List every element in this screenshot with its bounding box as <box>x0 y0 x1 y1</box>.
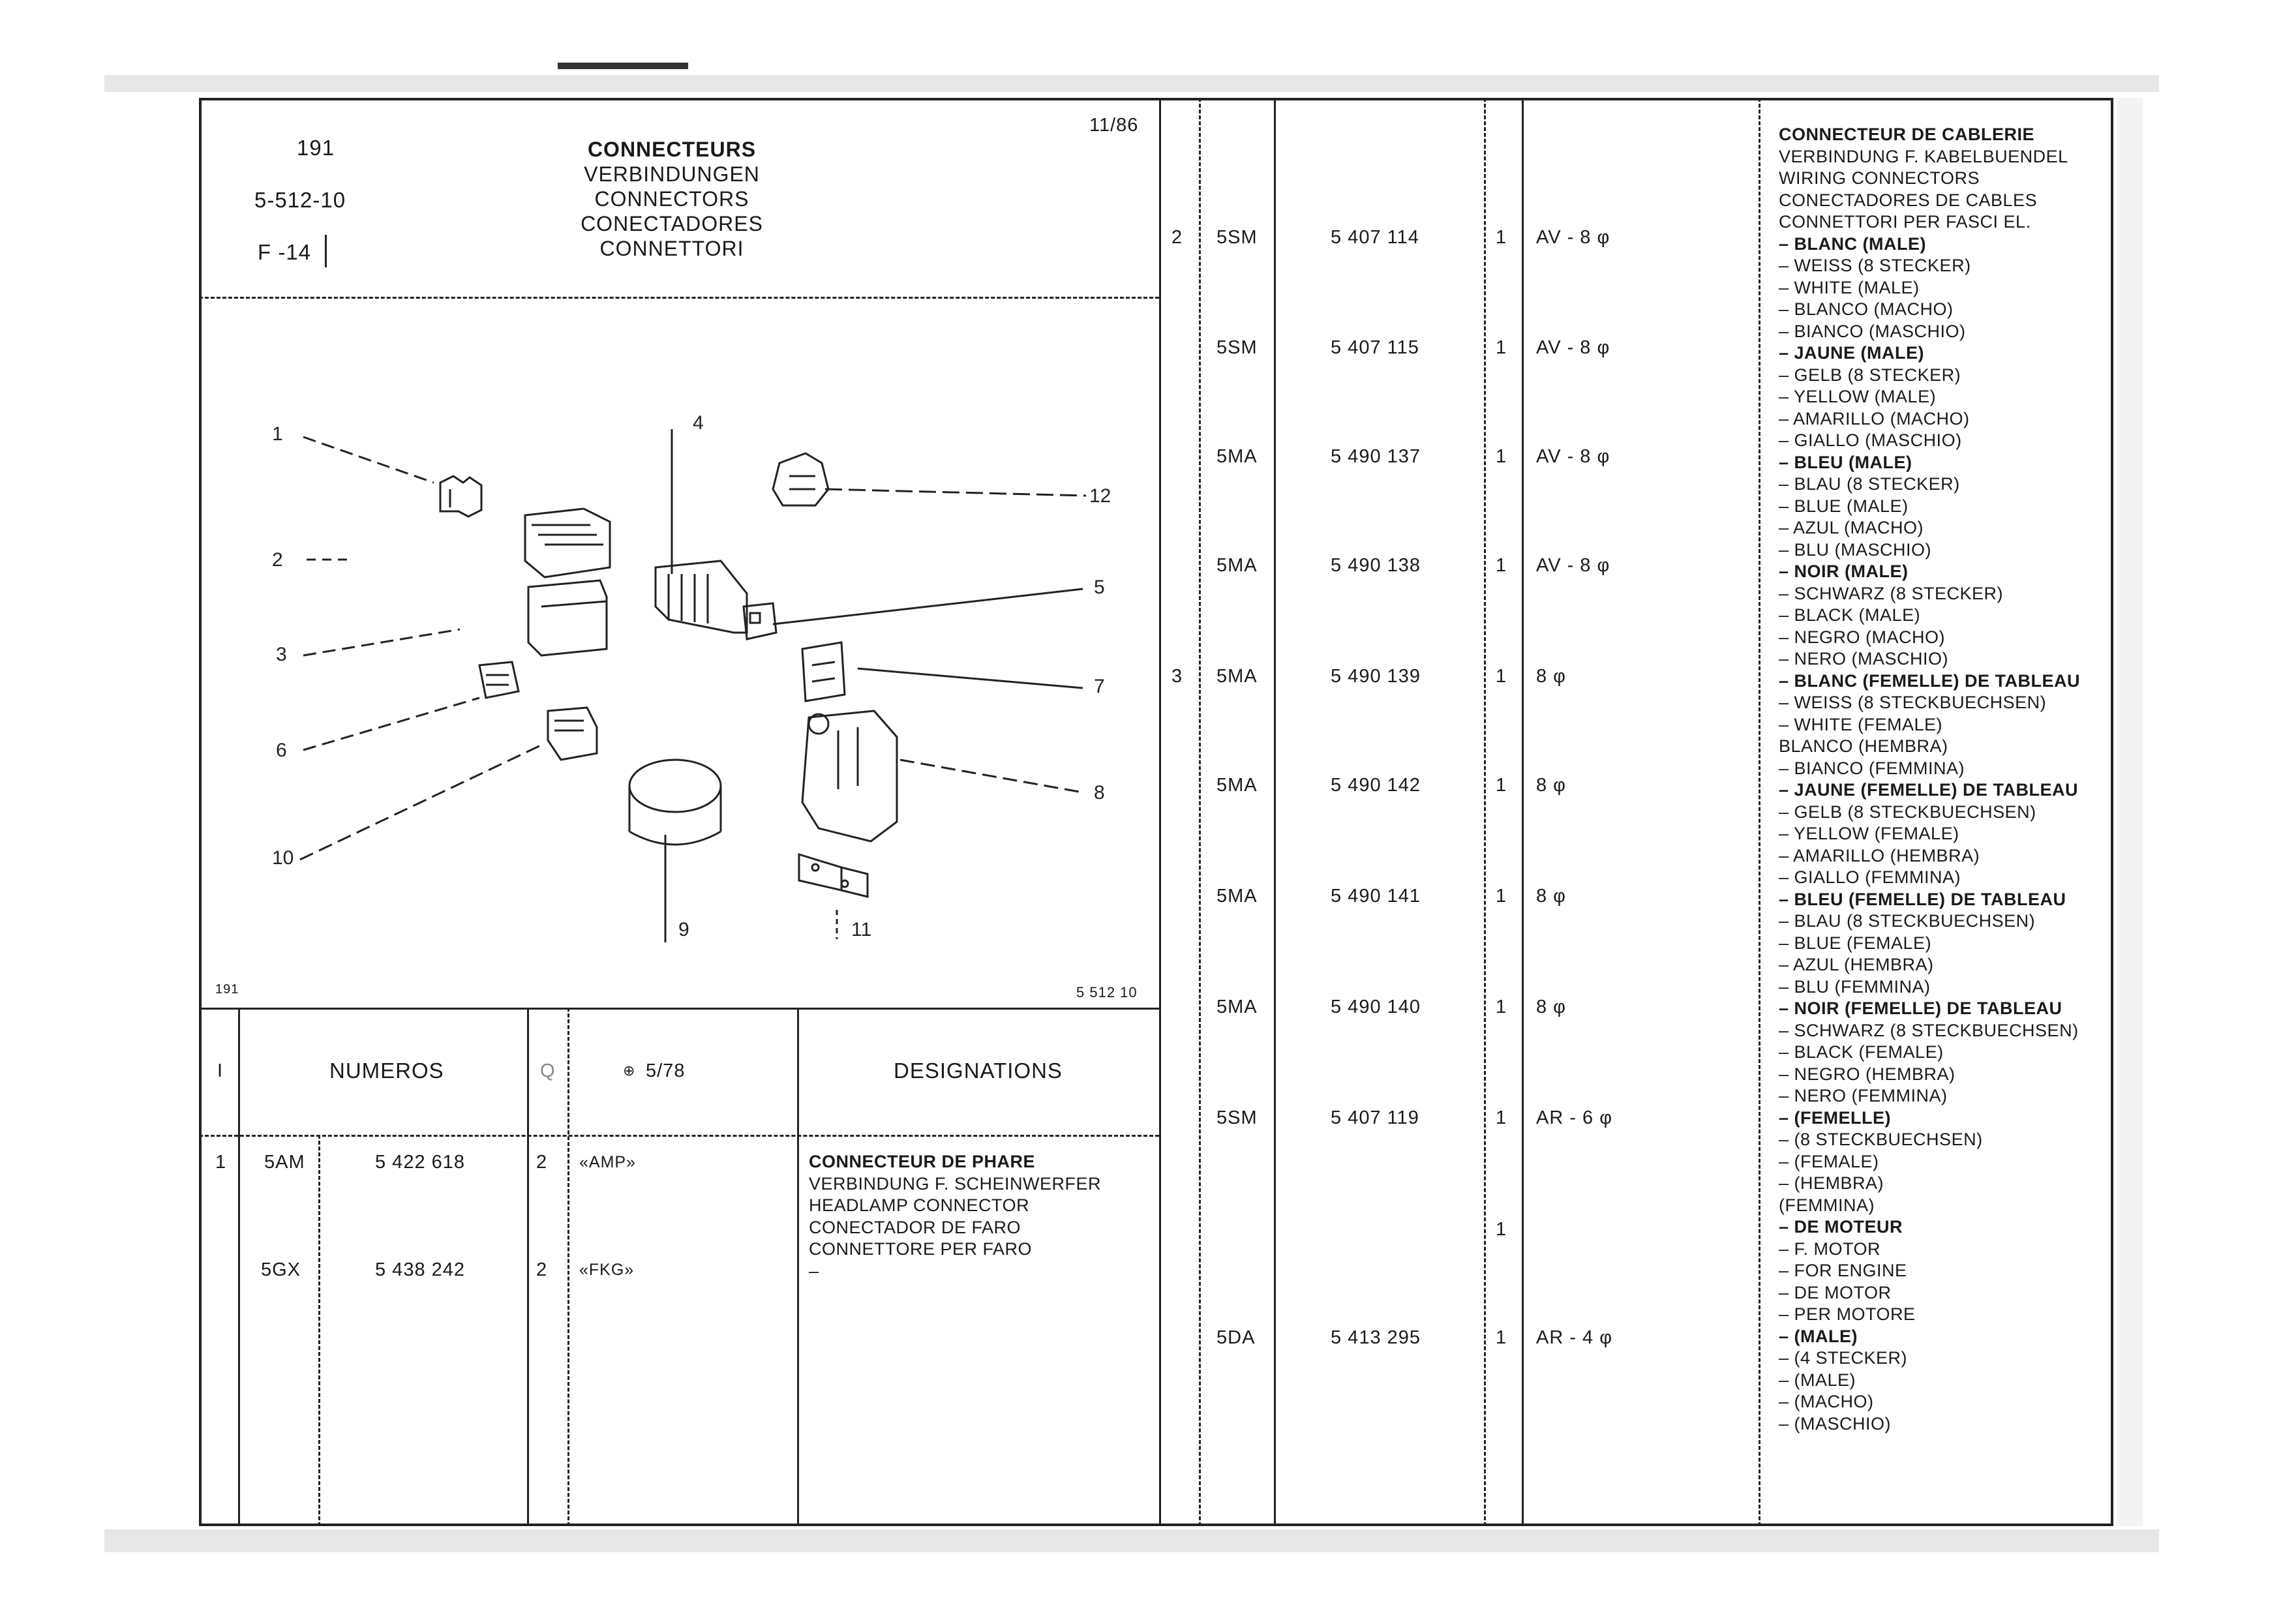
desc-line: – YELLOW (FEMALE) <box>1779 824 1959 843</box>
leader-10 <box>300 743 545 860</box>
row-part-number: 5 490 139 <box>1331 666 1421 687</box>
row-qty: 1 <box>1496 1327 1507 1348</box>
desc-line: – DE MOTOR <box>1779 1282 1892 1302</box>
row-qty: 1 <box>1496 446 1507 467</box>
desc-line: – (MACHO) <box>1779 1392 1874 1411</box>
row-part-number: 5 490 141 <box>1331 886 1421 907</box>
desc-line: – AZUL (HEMBRA) <box>1779 955 1934 974</box>
desc-line: – GIALLO (MASCHIO) <box>1779 430 1962 450</box>
desc-line: – BLACK (MALE) <box>1779 605 1921 625</box>
row-qty: 1 <box>1496 555 1507 576</box>
desc-line: – BLACK (FEMALE) <box>1779 1042 1944 1062</box>
row-spec: AV - 8 φ <box>1536 227 1610 248</box>
title-en: CONNECTORS <box>594 187 749 211</box>
catalog-titles <box>535 137 809 261</box>
leader-1 <box>303 437 434 483</box>
row-code: 5SM <box>1216 337 1258 358</box>
row-spec: 8 φ <box>1536 666 1566 687</box>
scan-mark-top <box>558 63 688 69</box>
desc-line: – GIALLO (FEMMINA) <box>1779 867 1961 887</box>
callout-5: 5 <box>1094 577 1105 598</box>
row-code: 5MA <box>1216 997 1258 1017</box>
row-spec: 8 φ <box>1536 775 1566 796</box>
desc-line: – F. MOTOR <box>1779 1239 1881 1259</box>
row-part-number: 5 407 114 <box>1331 227 1419 248</box>
part-1 <box>440 476 481 517</box>
callout-4: 4 <box>693 412 704 434</box>
row-spec: AV - 8 φ <box>1536 446 1610 467</box>
desc-line: – BLANC (FEMELLE) DE TABLEAU <box>1779 670 2080 691</box>
right-table-rule-5 <box>1522 98 1524 1526</box>
desc-line: – (HEMBRA) <box>1779 1173 1884 1193</box>
title-de: VERBINDUNGEN <box>584 162 760 186</box>
figure-ref: F -14 <box>258 240 312 264</box>
desc-line: – BLUE (FEMALE) <box>1779 933 1932 953</box>
figure-code: 5 512 10 <box>1076 984 1138 1000</box>
desc-line: – DE MOTEUR <box>1779 1217 1903 1237</box>
desc-line: – BIANCO (MASCHIO) <box>1779 321 1966 341</box>
desc-line: – BLANCO (MACHO) <box>1779 299 1954 319</box>
leader-5 <box>773 589 1083 624</box>
scan-noise-top <box>104 75 2159 92</box>
desc-line: VERBINDUNG F. KABELBUENDEL <box>1779 146 2068 166</box>
row-code: 5MA <box>1216 446 1258 467</box>
row-spec: AR - 6 φ <box>1536 1107 1613 1128</box>
row-qty: 1 <box>1496 1107 1507 1128</box>
desc-line: – BLANC (MALE) <box>1779 233 1926 254</box>
desc-line: – PER MOTORE <box>1779 1304 1916 1324</box>
callout-6: 6 <box>276 740 287 761</box>
row-spec: «FKG» <box>579 1261 635 1279</box>
row-code: 5MA <box>1216 775 1258 796</box>
part-2 <box>525 509 610 577</box>
desc-line: – (FEMELLE) <box>1779 1107 1891 1128</box>
parts-diagram <box>199 300 1159 982</box>
col-index-header: I <box>217 1060 224 1081</box>
section-code: 5-512-10 <box>254 188 346 212</box>
left-table-rule-1 <box>238 1008 240 1526</box>
callout-7: 7 <box>1094 676 1105 697</box>
row-part-number: 5 490 138 <box>1331 555 1421 576</box>
desc-line: – SCHWARZ (8 STECKBUECHSEN) <box>1779 1020 2079 1040</box>
callout-8: 8 <box>1094 782 1105 804</box>
date-label: 11/86 <box>1089 115 1139 136</box>
right-description <box>1779 124 2111 1435</box>
row-index: 2 <box>1171 227 1183 248</box>
row-code: 5DA <box>1216 1327 1256 1348</box>
part-5 <box>744 603 776 639</box>
row-qty: 1 <box>1496 337 1507 358</box>
part-3 <box>528 580 607 655</box>
scan-noise-right <box>2117 98 2143 1526</box>
desc-line: CONECTADOR DE FARO <box>809 1217 1021 1237</box>
row-part-number: 5 407 119 <box>1331 1107 1419 1128</box>
col-designations-header: DESIGNATIONS <box>894 1059 1063 1083</box>
desc-line: – NERO (MASCHIO) <box>1779 649 1949 668</box>
callout-3: 3 <box>276 644 287 665</box>
right-table-rule-4 <box>1484 98 1486 1526</box>
right-table-rule-3 <box>1274 98 1276 1526</box>
col-spec-header-symbol: ⊕ <box>623 1062 636 1079</box>
right-table-rule-2 <box>1199 98 1201 1526</box>
row-spec: «AMP» <box>579 1153 636 1171</box>
row-spec: AV - 8 φ <box>1536 337 1610 358</box>
row-qty: 1 <box>1496 886 1507 907</box>
desc-line: – JAUNE (FEMELLE) DE TABLEAU <box>1779 780 2079 800</box>
desc-line: – AMARILLO (MACHO) <box>1779 408 1970 428</box>
desc-line: – GELB (8 STECKER) <box>1779 365 1961 385</box>
desc-line: – WHITE (MALE) <box>1779 277 1920 297</box>
desc-line: – FOR ENGINE <box>1779 1261 1907 1280</box>
desc-line: – SCHWARZ (8 STECKER) <box>1779 583 2004 603</box>
title-it: CONNETTORI <box>599 237 744 260</box>
row-code: 5MA <box>1216 886 1258 907</box>
desc-line: – BLUE (MALE) <box>1779 496 1909 516</box>
part-6 <box>479 662 519 698</box>
col-spec-header: 5/78 <box>646 1060 686 1081</box>
leader-8 <box>900 760 1083 792</box>
desc-line: – (MASCHIO) <box>1779 1413 1892 1434</box>
right-table-rule-6 <box>1759 98 1760 1526</box>
desc-line: – AZUL (MACHO) <box>1779 518 1924 537</box>
desc-line: – NEGRO (MACHO) <box>1779 627 1946 647</box>
row-qty: 2 <box>536 1152 548 1173</box>
desc-line: (FEMMINA) <box>1779 1195 1875 1215</box>
left-table-rule-4 <box>567 1008 569 1526</box>
row-qty: 1 <box>1496 227 1507 248</box>
desc-line: – (4 STECKER) <box>1779 1348 1908 1368</box>
row-spec: 8 φ <box>1536 886 1566 907</box>
desc-line: – <box>809 1261 819 1281</box>
row-code: 5SM <box>1216 227 1258 248</box>
row-qty: 1 <box>1496 775 1507 796</box>
desc-line: – BLEU (MALE) <box>1779 452 1912 472</box>
scan-noise-bottom <box>104 1529 2159 1552</box>
callout-11: 11 <box>851 919 872 940</box>
row-part-number: 5 490 142 <box>1331 775 1421 796</box>
row-qty: 2 <box>536 1259 548 1280</box>
desc-line: WIRING CONNECTORS <box>1779 168 1980 188</box>
desc-line: CONNETTORE PER FARO <box>809 1239 1033 1259</box>
desc-line: – (8 STECKBUECHSEN) <box>1779 1130 1983 1149</box>
desc-line: – BIANCO (FEMMINA) <box>1779 758 1965 778</box>
left-table-rule-2 <box>318 1135 320 1526</box>
desc-line: BLANCO (HEMBRA) <box>1779 736 1948 756</box>
desc-line: CONNETTORI PER FASCI EL. <box>1779 212 2031 232</box>
col-qty-header: Q <box>540 1060 556 1081</box>
callout-12: 12 <box>1089 485 1111 507</box>
left-table-top-rule <box>199 1008 1159 1010</box>
desc-line: – YELLOW (MALE) <box>1779 387 1937 406</box>
desc-line: – BLAU (8 STECKER) <box>1779 474 1960 494</box>
leader-3 <box>303 629 460 655</box>
row-code: 5GX <box>261 1259 301 1280</box>
row-part-number: 5 422 618 <box>375 1152 466 1173</box>
row-code: 5MA <box>1216 666 1258 687</box>
row-spec: 8 φ <box>1536 997 1566 1017</box>
desc-line: CONNECTEUR DE PHARE <box>809 1152 1036 1171</box>
desc-line: – NOIR (FEMELLE) DE TABLEAU <box>1779 999 2062 1018</box>
desc-line: VERBINDUNG F. SCHEINWERFER <box>809 1173 1102 1194</box>
callout-2: 2 <box>272 549 283 571</box>
desc-line: – BLEU (FEMELLE) DE TABLEAU <box>1779 889 2066 909</box>
group-number: 191 <box>297 136 335 160</box>
callout-10: 10 <box>272 847 294 869</box>
desc-line: – BLAU (8 STECKBUECHSEN) <box>1779 911 2036 931</box>
desc-line: – (MALE) <box>1779 1370 1856 1390</box>
desc-line: CONECTADORES DE CABLES <box>1779 190 2038 210</box>
part-9 <box>629 760 721 845</box>
figure-corner-number: 191 <box>215 982 239 997</box>
right-table-rule-1 <box>1159 98 1161 1526</box>
row-part-number: 5 490 137 <box>1331 446 1421 467</box>
part-7 <box>802 642 845 701</box>
col-numeros-header: NUMEROS <box>329 1059 444 1083</box>
part-4 <box>656 561 747 633</box>
desc-line: – BLU (MASCHIO) <box>1779 539 1932 560</box>
row-code: 5SM <box>1216 1107 1258 1128</box>
row-code: 5MA <box>1216 555 1258 576</box>
row-spec: AR - 4 φ <box>1536 1327 1613 1348</box>
left-table-rule-5 <box>797 1008 799 1526</box>
row-spec: AV - 8 φ <box>1536 555 1610 576</box>
left-table-header-rule <box>199 1135 1159 1137</box>
part-10 <box>548 708 597 760</box>
desc-line: – NOIR (MALE) <box>1779 562 1909 581</box>
desc-line: HEADLAMP CONNECTOR <box>809 1195 1030 1215</box>
header-divider <box>199 297 1159 299</box>
desc-line: – WHITE (FEMALE) <box>1779 714 1943 734</box>
leader-7 <box>858 668 1083 688</box>
desc-line: – BLU (FEMMINA) <box>1779 976 1931 997</box>
desc-line: – (FEMALE) <box>1779 1151 1879 1171</box>
figure-ref-arrow <box>325 235 327 267</box>
desc-line: – (MALE) <box>1779 1326 1858 1346</box>
title-fr: CONNECTEURS <box>587 138 757 161</box>
part-8 <box>802 711 897 841</box>
row-code: 5AM <box>264 1152 305 1173</box>
row-part-number: 5 490 140 <box>1331 997 1421 1017</box>
left-description <box>809 1151 1101 1282</box>
desc-line: CONNECTEUR DE CABLERIE <box>1779 125 2035 144</box>
desc-line: – WEISS (8 STECKBUECHSEN) <box>1779 693 2047 712</box>
leader-6 <box>303 698 479 750</box>
part-11 <box>799 854 868 897</box>
desc-line: – NERO (FEMMINA) <box>1779 1086 1948 1105</box>
row-qty: 1 <box>1496 666 1507 687</box>
row-part-number: 5 413 295 <box>1331 1327 1421 1348</box>
left-table-rule-3 <box>527 1008 529 1526</box>
row-qty: 1 <box>1496 997 1507 1017</box>
part-12 <box>773 453 828 505</box>
desc-line: – JAUNE (MALE) <box>1779 343 1925 363</box>
callout-1: 1 <box>272 423 283 445</box>
row-part-number: 5 407 115 <box>1331 337 1419 358</box>
row-index: 3 <box>1171 666 1183 687</box>
leader-12 <box>825 489 1086 496</box>
row-index: 1 <box>215 1152 227 1173</box>
desc-line: – WEISS (8 STECKER) <box>1779 256 1971 275</box>
desc-line: – NEGRO (HEMBRA) <box>1779 1064 1956 1084</box>
callout-9: 9 <box>678 919 689 940</box>
row-part-number: 5 438 242 <box>375 1259 466 1280</box>
desc-line: – GELB (8 STECKBUECHSEN) <box>1779 802 2036 822</box>
row-qty: 1 <box>1496 1219 1507 1240</box>
desc-line: – AMARILLO (HEMBRA) <box>1779 845 1980 865</box>
title-es: CONECTADORES <box>581 212 763 235</box>
